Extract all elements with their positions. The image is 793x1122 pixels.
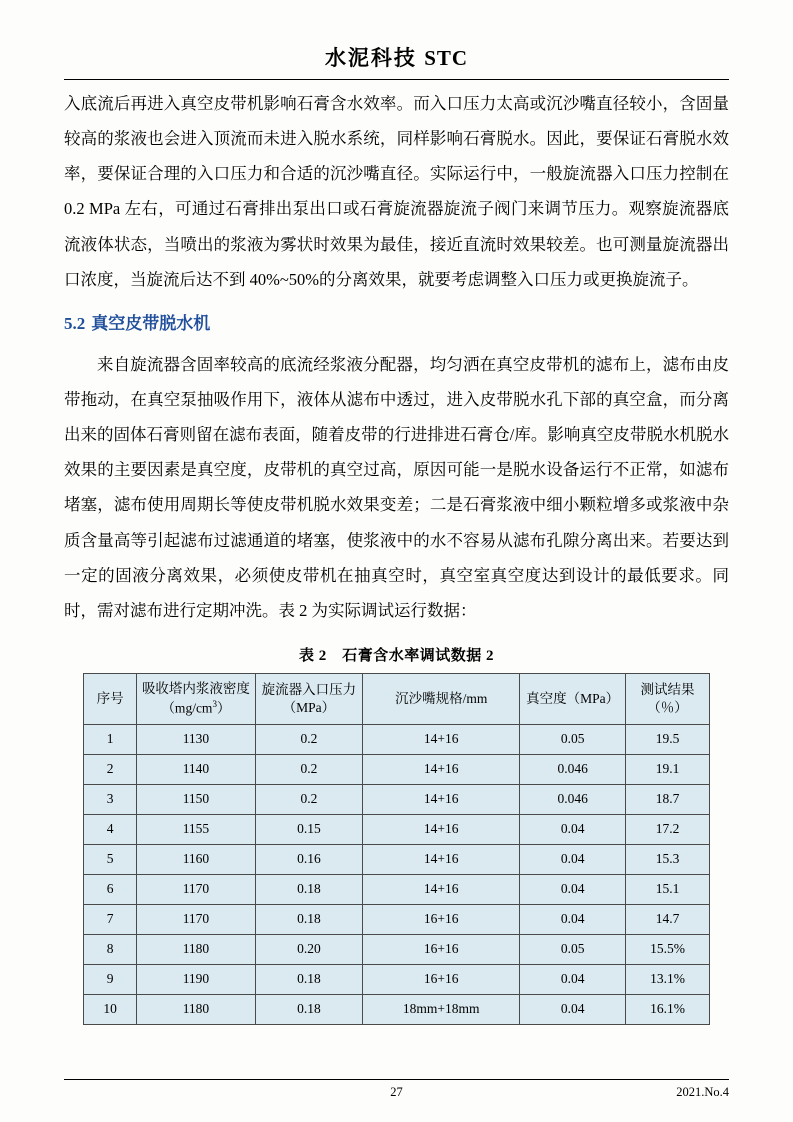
col-header-slurry-density-line2: （mg/cm bbox=[161, 700, 213, 716]
cell-index: 7 bbox=[84, 904, 137, 934]
col-header-vacuum bbox=[520, 673, 626, 724]
col-header-slurry-density-line2b: ） bbox=[216, 700, 231, 716]
cell-inlet-pressure: 0.18 bbox=[255, 904, 363, 934]
col-header-inlet-pressure bbox=[255, 673, 363, 724]
cell-inlet-pressure: 0.18 bbox=[255, 994, 363, 1024]
cell-result: 15.3 bbox=[626, 844, 710, 874]
footer-row bbox=[64, 1085, 729, 1100]
cell-vacuum: 0.04 bbox=[520, 844, 626, 874]
table-head bbox=[84, 673, 710, 724]
cell-inlet-pressure: 0.2 bbox=[255, 754, 363, 784]
table-row bbox=[84, 724, 710, 754]
table-row bbox=[84, 994, 710, 1024]
paragraph-2-block bbox=[64, 347, 729, 628]
gypsum-moisture-table bbox=[83, 673, 710, 1025]
cell-result: 18.7 bbox=[626, 784, 710, 814]
cell-vacuum: 0.04 bbox=[520, 814, 626, 844]
cell-nozzle-spec: 16+16 bbox=[363, 964, 520, 994]
cell-inlet-pressure: 0.18 bbox=[255, 964, 363, 994]
footer-issue: 2021.No.4 bbox=[676, 1085, 729, 1099]
cell-slurry-density: 1150 bbox=[137, 784, 255, 814]
cell-nozzle-spec: 14+16 bbox=[363, 754, 520, 784]
col-header-result-line1: 测试结果 bbox=[640, 681, 695, 697]
cell-index: 1 bbox=[84, 724, 137, 754]
table-header-row bbox=[84, 673, 710, 724]
cell-slurry-density: 1170 bbox=[137, 874, 255, 904]
col-header-index bbox=[84, 673, 137, 724]
cell-nozzle-spec: 14+16 bbox=[363, 844, 520, 874]
cell-nozzle-spec: 14+16 bbox=[363, 874, 520, 904]
cell-result: 15.5% bbox=[626, 934, 710, 964]
cell-nozzle-spec: 16+16 bbox=[363, 904, 520, 934]
col-header-result bbox=[626, 673, 710, 724]
cell-nozzle-spec: 14+16 bbox=[363, 724, 520, 754]
cell-vacuum: 0.04 bbox=[520, 874, 626, 904]
table-row bbox=[84, 964, 710, 994]
section-number: 5.2 bbox=[64, 313, 86, 333]
cell-result: 19.1 bbox=[626, 754, 710, 784]
col-header-slurry-density bbox=[137, 673, 255, 724]
col-header-result-line2: （％） bbox=[647, 699, 688, 715]
cell-result: 16.1% bbox=[626, 994, 710, 1024]
cell-nozzle-spec: 14+16 bbox=[363, 814, 520, 844]
cell-inlet-pressure: 0.2 bbox=[255, 724, 363, 754]
cell-slurry-density: 1130 bbox=[137, 724, 255, 754]
table-caption: 表 2 石膏含水率调试数据 2 bbox=[298, 647, 494, 664]
paragraph-1: 入底流后再进入真空皮带机影响石膏含水效率。而入口压力太高或沉沙嘴直径较小，含固量较高的浆液也会进入顶流而未进入脱水系统，同样影响石膏脱水。因此，要保证石膏脱水效率，要保证合理的入口压力和合适的沉沙嘴直径。实际运行中，一般旋流器入口压力控制在 0.2 MPa 左右，可通过石膏排出泵出口或石膏旋流器旋流子阀门来调节压力。观察旋流器底流液体状态，当喷出的浆液为雾状时效果为最佳，接近直流时效果较差。也可测量旋流器出口浓度，当旋流后达不到 40%~50%的分离效果，就要考虑调整入口压力或更换旋流子。 bbox=[64, 94, 729, 289]
cell-index: 4 bbox=[84, 814, 137, 844]
cell-slurry-density: 1170 bbox=[137, 904, 255, 934]
cell-slurry-density: 1140 bbox=[137, 754, 255, 784]
cell-index: 3 bbox=[84, 784, 137, 814]
cell-index: 6 bbox=[84, 874, 137, 904]
cell-vacuum: 0.05 bbox=[520, 724, 626, 754]
cell-inlet-pressure: 0.15 bbox=[255, 814, 363, 844]
cell-slurry-density: 1190 bbox=[137, 964, 255, 994]
page-footer bbox=[64, 1079, 729, 1100]
col-header-index-text: 序号 bbox=[96, 690, 124, 706]
cell-vacuum: 0.046 bbox=[520, 754, 626, 784]
cell-result: 15.1 bbox=[626, 874, 710, 904]
table-row bbox=[84, 904, 710, 934]
cell-inlet-pressure: 0.20 bbox=[255, 934, 363, 964]
table-row bbox=[84, 784, 710, 814]
cell-nozzle-spec: 14+16 bbox=[363, 784, 520, 814]
cell-index: 9 bbox=[84, 964, 137, 994]
col-header-nozzle-spec bbox=[363, 673, 520, 724]
table-row bbox=[84, 874, 710, 904]
paragraph-1-block bbox=[64, 86, 729, 297]
cell-slurry-density: 1180 bbox=[137, 994, 255, 1024]
table-row bbox=[84, 844, 710, 874]
cell-vacuum: 0.04 bbox=[520, 964, 626, 994]
col-header-inlet-pressure-line2: （MPa） bbox=[282, 699, 336, 715]
cell-result: 17.2 bbox=[626, 814, 710, 844]
cell-inlet-pressure: 0.18 bbox=[255, 874, 363, 904]
cell-inlet-pressure: 0.16 bbox=[255, 844, 363, 874]
cell-slurry-density: 1180 bbox=[137, 934, 255, 964]
journal-title-cn: 水泥科技 bbox=[324, 46, 417, 70]
col-header-inlet-pressure-line1: 旋流器入口压力 bbox=[261, 681, 357, 697]
col-header-slurry-density-sup: 3 bbox=[212, 699, 217, 710]
cell-index: 8 bbox=[84, 934, 137, 964]
cell-index: 2 bbox=[84, 754, 137, 784]
section-heading-5-2 bbox=[64, 307, 729, 341]
cell-vacuum: 0.046 bbox=[520, 784, 626, 814]
journal-title-en: STC bbox=[424, 46, 469, 70]
table-row bbox=[84, 934, 710, 964]
table-row bbox=[84, 754, 710, 784]
footer-page-number: 27 bbox=[390, 1085, 403, 1099]
cell-nozzle-spec: 16+16 bbox=[363, 934, 520, 964]
section-title: 真空皮带脱水机 bbox=[91, 313, 211, 333]
col-header-vacuum-text: 真空度（MPa） bbox=[526, 690, 620, 706]
cell-result: 19.5 bbox=[626, 724, 710, 754]
cell-slurry-density: 1160 bbox=[137, 844, 255, 874]
journal-header bbox=[64, 0, 729, 72]
table-row bbox=[84, 814, 710, 844]
cell-nozzle-spec: 18mm+18mm bbox=[363, 994, 520, 1024]
col-header-slurry-density-line1: 吸收塔内浆液密度 bbox=[141, 681, 250, 696]
page-content bbox=[64, 0, 729, 1025]
col-header-nozzle-spec-text: 沉沙嘴规格/mm bbox=[395, 690, 488, 706]
cell-vacuum: 0.04 bbox=[520, 904, 626, 934]
cell-result: 14.7 bbox=[626, 904, 710, 934]
cell-result: 13.1% bbox=[626, 964, 710, 994]
footer-divider bbox=[64, 1079, 729, 1080]
cell-vacuum: 0.04 bbox=[520, 994, 626, 1024]
paragraph-2: 来自旋流器含固率较高的底流经浆液分配器，均匀洒在真空皮带机的滤布上，滤布由皮带拖动，在真空泵抽吸作用下，液体从滤布中透过，进入皮带脱水孔下部的真空盒，而分离出来的固体石膏则留在滤布表面，随着皮带的行进排进石膏仓/库。影响真空皮带脱水机脱水效果的主要因素是真空度，皮带机的真空过高，原因可能一是脱水设备运行不正常，如滤布堵塞，滤布使用周期长等使皮带机脱水效果变差；二是石膏浆液中细小颗粒增多或浆液中杂质含量高等引起滤布过滤通道的堵塞，使浆液中的水不容易从滤布孔隙分离出来。若要达到一定的固液分离效果，必须使皮带机在抽真空时，真空室真空度达到设计的最低要求。同时，需对滤布进行定期冲洗。表 2 为实际调试运行数据： bbox=[64, 354, 729, 620]
cell-index: 5 bbox=[84, 844, 137, 874]
cell-slurry-density: 1155 bbox=[137, 814, 255, 844]
table-body bbox=[84, 724, 710, 1024]
cell-inlet-pressure: 0.2 bbox=[255, 784, 363, 814]
cell-index: 10 bbox=[84, 994, 137, 1024]
cell-vacuum: 0.05 bbox=[520, 934, 626, 964]
header-divider bbox=[64, 79, 729, 80]
